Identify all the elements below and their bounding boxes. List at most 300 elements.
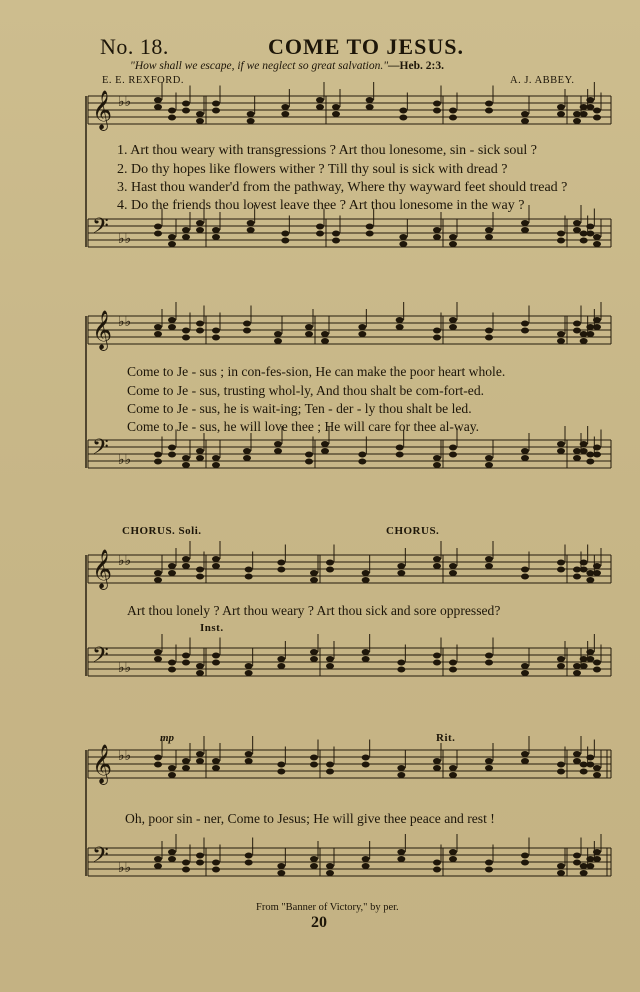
note-head <box>182 765 190 771</box>
note-head <box>449 241 457 247</box>
note-head <box>168 445 176 451</box>
note-head <box>521 663 529 669</box>
note-head <box>326 769 334 775</box>
note-head <box>196 758 204 764</box>
note-head <box>580 441 588 447</box>
note-head <box>310 863 318 869</box>
flat-icon: ♭♭ <box>118 748 132 764</box>
note-head <box>586 755 594 761</box>
note-head <box>196 328 204 334</box>
note-head <box>586 459 594 465</box>
note-head <box>593 324 601 330</box>
note-head <box>168 108 176 114</box>
note-head <box>433 227 441 233</box>
note-head <box>449 563 457 569</box>
instrument-label: Inst. <box>200 622 224 634</box>
treble-staff <box>88 82 611 131</box>
note-head <box>196 321 204 327</box>
note-head <box>485 867 493 873</box>
note-head <box>521 574 529 580</box>
bass-clef-icon: 𝄢 <box>92 643 109 673</box>
note-head <box>182 101 190 107</box>
note-head <box>196 853 204 859</box>
ritardando-marking: Rit. <box>436 732 456 744</box>
note-head <box>212 234 220 240</box>
note-head <box>557 331 565 337</box>
note-head <box>433 108 441 114</box>
refrain-4: Come to Je - sus, he will love thee ; He will care for thee al-way. <box>127 419 480 434</box>
note-head <box>168 765 176 771</box>
note-head <box>449 849 457 855</box>
note-head <box>212 765 220 771</box>
note-head <box>310 762 318 768</box>
note-head <box>580 870 588 876</box>
note-head <box>196 118 204 124</box>
note-head <box>449 667 457 673</box>
note-head <box>557 762 565 768</box>
note-head <box>485 455 493 461</box>
note-head <box>485 758 493 764</box>
note-head <box>586 331 594 337</box>
note-head <box>397 667 405 673</box>
note-head <box>521 118 529 124</box>
note-head <box>593 115 601 121</box>
note-head <box>316 231 324 237</box>
note-head <box>212 101 220 107</box>
note-head <box>305 324 313 330</box>
note-head <box>321 338 329 344</box>
note-head <box>397 772 405 778</box>
note-head <box>586 649 594 655</box>
note-head <box>521 321 529 327</box>
note-head <box>362 577 370 583</box>
note-head <box>182 335 190 341</box>
note-head <box>305 331 313 337</box>
note-head <box>433 556 441 562</box>
chorus-soli-label: CHORUS. Soli. <box>122 525 202 537</box>
treble-clef-icon: 𝄞 <box>92 310 113 350</box>
note-head <box>212 867 220 873</box>
note-head <box>433 758 441 764</box>
note-head <box>433 328 441 334</box>
note-head <box>358 452 366 458</box>
note-head <box>182 462 190 468</box>
note-head <box>485 335 493 341</box>
note-head <box>573 860 581 866</box>
note-head <box>326 663 334 669</box>
note-head <box>557 863 565 869</box>
note-head <box>449 570 457 576</box>
note-head <box>196 574 204 580</box>
flat-icon: ♭♭ <box>118 452 132 468</box>
note-head <box>212 556 220 562</box>
note-head <box>521 220 529 226</box>
hymn-number: No. 18. <box>100 34 169 59</box>
flat-icon: ♭♭ <box>118 660 132 676</box>
note-head <box>586 577 594 583</box>
treble-staff <box>88 541 611 590</box>
flat-icon: ♭♭ <box>118 231 132 247</box>
note-head <box>243 321 251 327</box>
note-head <box>521 448 529 454</box>
note-head <box>573 220 581 226</box>
note-head <box>573 328 581 334</box>
bass-clef-icon: 𝄢 <box>92 435 109 465</box>
note-head <box>593 234 601 240</box>
note-head <box>485 653 493 659</box>
treble-clef-icon: 𝄞 <box>92 744 113 784</box>
note-head <box>326 863 334 869</box>
closing-lyrics: Oh, poor sin - ner, Come to Jesus; He will give thee peace and rest ! <box>125 811 495 826</box>
note-head <box>168 660 176 666</box>
verse-3: 3. Hast thou wander'd from the pathway, Where thy wayward feet should tread ? <box>117 180 568 195</box>
hymn-title: COME TO JESUS. <box>268 34 464 59</box>
note-head <box>168 856 176 862</box>
note-head <box>449 765 457 771</box>
note-head <box>586 104 594 110</box>
chorus-lyrics: Art thou lonely ? Art thou weary ? Art thou sick and sore oppressed? <box>127 603 501 618</box>
note-head <box>277 769 285 775</box>
treble-clef-icon: 𝄞 <box>92 549 113 589</box>
note-head <box>212 108 220 114</box>
note-head <box>243 455 251 461</box>
note-head <box>196 111 204 117</box>
note-head <box>586 762 594 768</box>
refrain-1: Come to Je - sus ; in con-fes-sion, He can make the poor heart whole. <box>127 364 506 379</box>
note-head <box>196 567 204 573</box>
note-head <box>521 111 529 117</box>
note-head <box>366 231 374 237</box>
note-head <box>277 567 285 573</box>
note-head <box>154 762 162 768</box>
note-head <box>182 867 190 873</box>
note-head <box>212 335 220 341</box>
note-head <box>168 570 176 576</box>
note-head <box>449 234 457 240</box>
note-head <box>196 220 204 226</box>
note-head <box>573 321 581 327</box>
note-head <box>433 660 441 666</box>
note-head <box>247 227 255 233</box>
note-head <box>397 570 405 576</box>
note-head <box>305 459 313 465</box>
note-head <box>247 220 255 226</box>
note-head <box>573 227 581 233</box>
note-head <box>580 238 588 244</box>
note-head <box>274 331 282 337</box>
bass-clef-icon: 𝄢 <box>92 843 109 873</box>
note-head <box>593 667 601 673</box>
note-head <box>449 445 457 451</box>
note-head <box>433 765 441 771</box>
note-head <box>521 853 529 859</box>
note-head <box>212 660 220 666</box>
note-head <box>366 224 374 230</box>
note-head <box>212 455 220 461</box>
note-head <box>154 570 162 576</box>
note-head <box>281 231 289 237</box>
note-head <box>521 227 529 233</box>
note-head <box>321 441 329 447</box>
note-head <box>182 758 190 764</box>
note-head <box>557 870 565 876</box>
note-head <box>332 238 340 244</box>
note-head <box>580 769 588 775</box>
note-head <box>396 452 404 458</box>
note-head <box>449 660 457 666</box>
note-head <box>310 570 318 576</box>
note-head <box>557 231 565 237</box>
note-head <box>168 317 176 323</box>
note-head <box>243 328 251 334</box>
treble-clef-icon: 𝄞 <box>92 90 113 130</box>
note-head <box>212 758 220 764</box>
note-head <box>316 97 324 103</box>
note-head <box>326 567 334 573</box>
note-head <box>168 324 176 330</box>
note-head <box>396 445 404 451</box>
flat-icon: ♭♭ <box>118 860 132 876</box>
note-head <box>573 574 581 580</box>
note-head <box>212 563 220 569</box>
note-head <box>557 111 565 117</box>
note-head <box>154 324 162 330</box>
note-head <box>316 104 324 110</box>
note-head <box>557 769 565 775</box>
note-head <box>212 328 220 334</box>
chorus-label: CHORUS. <box>386 525 440 537</box>
note-head <box>449 772 457 778</box>
epigraph-reference: —Heb. 2:3. <box>388 60 444 72</box>
note-head <box>557 567 565 573</box>
note-head <box>557 338 565 344</box>
note-head <box>358 459 366 465</box>
note-head <box>245 751 253 757</box>
note-head <box>593 108 601 114</box>
note-head <box>396 324 404 330</box>
note-head <box>196 751 204 757</box>
note-head <box>485 462 493 468</box>
verse-4: 4. Do the friends thou lovest leave thee ? Art thou lonesome in the way ? <box>117 198 525 213</box>
note-head <box>433 653 441 659</box>
note-head <box>154 452 162 458</box>
note-head <box>196 670 204 676</box>
note-head <box>196 227 204 233</box>
note-head <box>182 227 190 233</box>
note-head <box>593 445 601 451</box>
note-head <box>396 317 404 323</box>
note-head <box>485 101 493 107</box>
note-head <box>521 751 529 757</box>
verse-2: 2. Do thy hopes like flowers wither ? Till thy soul is sick with dread ? <box>117 162 508 177</box>
note-head <box>168 849 176 855</box>
note-head <box>168 772 176 778</box>
note-head <box>573 758 581 764</box>
refrain-3: Come to Je - sus, he is wait-ing; Ten - der - ly thou shalt be led. <box>127 401 472 416</box>
note-head <box>521 758 529 764</box>
note-head <box>433 462 441 468</box>
note-head <box>433 335 441 341</box>
verse-1: 1. Art thou weary with transgressions ? Art thou lonesome, sin - sick soul ? <box>117 143 537 158</box>
note-head <box>397 660 405 666</box>
note-head <box>305 452 313 458</box>
note-head <box>212 462 220 468</box>
note-head <box>182 328 190 334</box>
note-head <box>433 860 441 866</box>
epigraph-text: "How shall we escape, if we neglect so great salvation." <box>130 60 389 72</box>
note-head <box>485 328 493 334</box>
lyricist: E. E. REXFORD. <box>102 75 184 86</box>
note-head <box>362 762 370 768</box>
note-head <box>593 856 601 862</box>
note-head <box>586 656 594 662</box>
note-head <box>586 863 594 869</box>
note-head <box>168 234 176 240</box>
note-head <box>168 452 176 458</box>
note-head <box>557 104 565 110</box>
note-head <box>521 860 529 866</box>
note-head <box>154 97 162 103</box>
note-head <box>586 231 594 237</box>
note-head <box>433 234 441 240</box>
note-head <box>326 870 334 876</box>
note-head <box>593 563 601 569</box>
note-head <box>593 452 601 458</box>
note-head <box>245 574 253 580</box>
bass-staff <box>88 834 611 876</box>
note-head <box>573 751 581 757</box>
note-head <box>399 234 407 240</box>
note-head <box>277 560 285 566</box>
note-head <box>586 224 594 230</box>
note-head <box>326 762 334 768</box>
note-head <box>358 331 366 337</box>
note-head <box>573 670 581 676</box>
note-head <box>310 656 318 662</box>
refrain-2: Come to Je - sus, trusting whol-ly, And thou shalt be com-fort-ed. <box>127 383 485 398</box>
note-head <box>557 656 565 662</box>
note-head <box>274 441 282 447</box>
note-head <box>332 111 340 117</box>
note-head <box>397 563 405 569</box>
note-head <box>245 758 253 764</box>
note-head <box>521 455 529 461</box>
note-head <box>277 870 285 876</box>
note-head <box>212 860 220 866</box>
note-head <box>573 853 581 859</box>
note-head <box>362 856 370 862</box>
note-head <box>521 328 529 334</box>
note-head <box>399 241 407 247</box>
note-head <box>557 448 565 454</box>
note-head <box>485 108 493 114</box>
flat-icon: ♭♭ <box>118 314 132 330</box>
note-head <box>182 556 190 562</box>
note-head <box>521 567 529 573</box>
note-head <box>154 331 162 337</box>
note-head <box>277 663 285 669</box>
note-head <box>580 567 588 573</box>
bass-clef-icon: 𝄢 <box>92 214 109 244</box>
note-head <box>397 765 405 771</box>
note-head <box>154 856 162 862</box>
note-head <box>593 765 601 771</box>
note-head <box>580 448 588 454</box>
note-head <box>397 849 405 855</box>
note-head <box>196 663 204 669</box>
note-head <box>332 231 340 237</box>
flat-icon: ♭♭ <box>118 553 132 569</box>
note-head <box>573 455 581 461</box>
note-head <box>154 577 162 583</box>
note-head <box>580 338 588 344</box>
note-head <box>433 867 441 873</box>
note-head <box>485 765 493 771</box>
note-head <box>310 577 318 583</box>
note-head <box>321 331 329 337</box>
note-head <box>168 563 176 569</box>
note-head <box>586 97 594 103</box>
note-head <box>212 653 220 659</box>
note-head <box>366 97 374 103</box>
note-head <box>573 118 581 124</box>
note-head <box>245 670 253 676</box>
note-head <box>245 853 253 859</box>
flat-icon: ♭♭ <box>118 94 132 110</box>
note-head <box>281 104 289 110</box>
note-head <box>277 656 285 662</box>
note-head <box>316 224 324 230</box>
note-head <box>154 231 162 237</box>
note-head <box>362 570 370 576</box>
note-head <box>281 111 289 117</box>
note-head <box>362 656 370 662</box>
note-head <box>485 563 493 569</box>
note-head <box>362 649 370 655</box>
note-head <box>362 755 370 761</box>
note-head <box>277 762 285 768</box>
note-head <box>154 459 162 465</box>
note-head <box>580 663 588 669</box>
note-head <box>485 660 493 666</box>
note-head <box>521 670 529 676</box>
note-head <box>433 563 441 569</box>
note-head <box>557 238 565 244</box>
note-head <box>557 560 565 566</box>
note-head <box>154 863 162 869</box>
note-head <box>310 856 318 862</box>
dynamic-marking: mp <box>160 732 175 744</box>
note-head <box>449 317 457 323</box>
note-head <box>449 452 457 458</box>
note-head <box>449 856 457 862</box>
note-head <box>154 104 162 110</box>
treble-staff <box>88 302 611 351</box>
note-head <box>332 104 340 110</box>
note-head <box>366 104 374 110</box>
note-head <box>154 224 162 230</box>
note-head <box>154 656 162 662</box>
note-head <box>593 772 601 778</box>
note-head <box>196 448 204 454</box>
note-head <box>557 441 565 447</box>
note-head <box>212 227 220 233</box>
note-head <box>485 227 493 233</box>
note-head <box>168 241 176 247</box>
note-head <box>397 856 405 862</box>
note-head <box>247 111 255 117</box>
note-head <box>485 860 493 866</box>
